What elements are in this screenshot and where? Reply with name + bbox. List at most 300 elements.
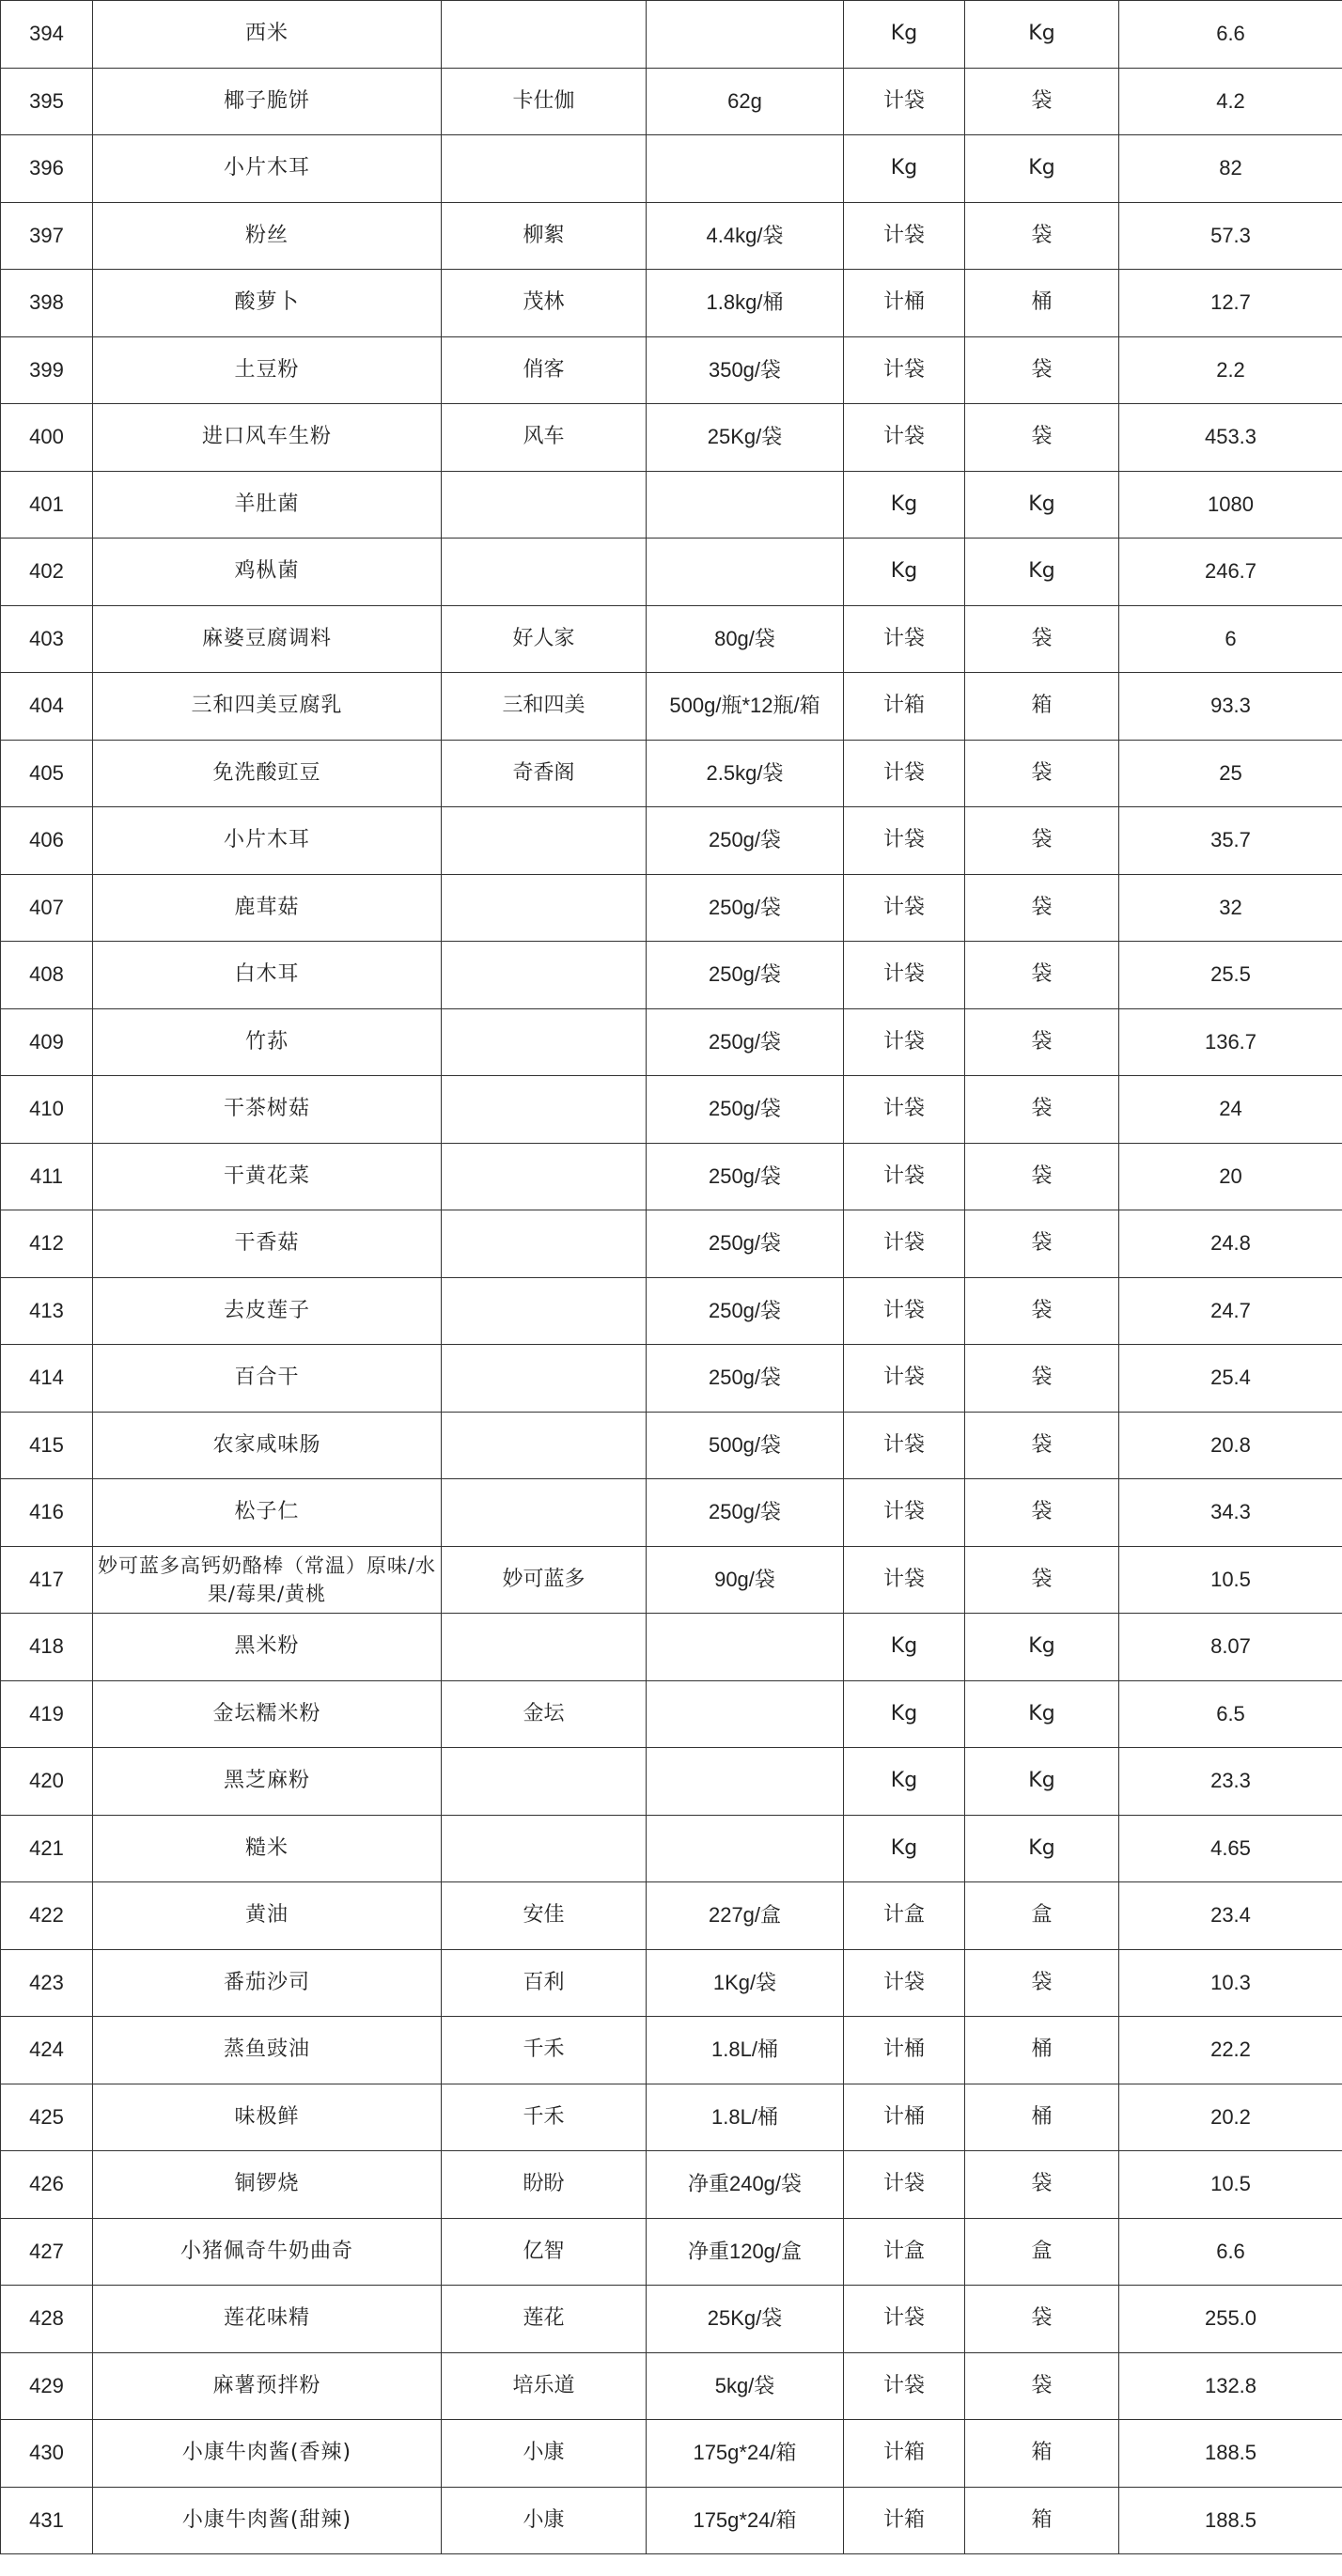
cell-price: 22.2 bbox=[1119, 2017, 1342, 2084]
cell-index: 412 bbox=[1, 1210, 93, 1278]
cell-brand: 好人家 bbox=[442, 605, 647, 673]
cell-price: 2.2 bbox=[1119, 336, 1342, 404]
cell-unit: 计袋 bbox=[844, 2286, 965, 2353]
cell-spec: 25Kg/袋 bbox=[647, 404, 844, 472]
cell-price: 25.5 bbox=[1119, 942, 1342, 1009]
cell-price: 20.2 bbox=[1119, 2084, 1342, 2151]
table-row bbox=[1, 2151, 1342, 2219]
cell-product-name: 小康牛肉酱(香辣) bbox=[93, 2420, 442, 2488]
cell-brand bbox=[442, 135, 647, 203]
cell-index: 394 bbox=[1, 1, 93, 69]
cell-spec: 1.8L/桶 bbox=[647, 2017, 844, 2084]
cell-product-name: 铜锣烧 bbox=[93, 2151, 442, 2219]
table-row bbox=[1, 1143, 1342, 1210]
cell-index: 431 bbox=[1, 2487, 93, 2554]
cell-spec: 350g/袋 bbox=[647, 336, 844, 404]
cell-index: 409 bbox=[1, 1008, 93, 1076]
cell-brand: 妙可蓝多 bbox=[442, 1546, 647, 1614]
table-row bbox=[1, 1882, 1342, 1950]
cell-price: 24 bbox=[1119, 1076, 1342, 1144]
cell-unit: 计袋 bbox=[844, 874, 965, 942]
table-row bbox=[1, 2420, 1342, 2488]
cell-product-name: 羊肚菌 bbox=[93, 471, 442, 539]
cell-index: 397 bbox=[1, 202, 93, 270]
cell-price: 25 bbox=[1119, 740, 1342, 807]
cell-product-name: 白木耳 bbox=[93, 942, 442, 1009]
cell-unit: 计袋 bbox=[844, 807, 965, 875]
cell-unit: 计袋 bbox=[844, 404, 965, 472]
cell-price: 20 bbox=[1119, 1143, 1342, 1210]
cell-product-name: 椰子脆饼 bbox=[93, 68, 442, 135]
cell-package: 袋 bbox=[965, 2286, 1119, 2353]
cell-spec: 250g/袋 bbox=[647, 1345, 844, 1413]
cell-unit: Kg bbox=[844, 1680, 965, 1748]
cell-product-name: 鸡枞菌 bbox=[93, 539, 442, 606]
cell-index: 404 bbox=[1, 673, 93, 741]
cell-product-name: 百合干 bbox=[93, 1345, 442, 1413]
cell-spec: 净重120g/盒 bbox=[647, 2218, 844, 2286]
cell-unit: 计桶 bbox=[844, 2017, 965, 2084]
cell-index: 403 bbox=[1, 605, 93, 673]
cell-package: 袋 bbox=[965, 1143, 1119, 1210]
cell-index: 395 bbox=[1, 68, 93, 135]
cell-spec: 250g/袋 bbox=[647, 1277, 844, 1345]
cell-package: 桶 bbox=[965, 270, 1119, 337]
cell-product-name: 三和四美豆腐乳 bbox=[93, 673, 442, 741]
cell-package: 箱 bbox=[965, 2420, 1119, 2488]
cell-product-name: 糙米 bbox=[93, 1815, 442, 1882]
cell-brand bbox=[442, 1748, 647, 1816]
table-row bbox=[1, 1614, 1342, 1681]
cell-index: 421 bbox=[1, 1815, 93, 1882]
cell-brand bbox=[442, 1, 647, 69]
cell-unit: 计盒 bbox=[844, 2218, 965, 2286]
cell-brand bbox=[442, 539, 647, 606]
cell-product-name: 小片木耳 bbox=[93, 807, 442, 875]
cell-package: 袋 bbox=[965, 404, 1119, 472]
cell-price: 24.8 bbox=[1119, 1210, 1342, 1278]
cell-brand: 百利 bbox=[442, 1949, 647, 2017]
cell-unit: 计桶 bbox=[844, 2084, 965, 2151]
table-row bbox=[1, 336, 1342, 404]
cell-spec bbox=[647, 1680, 844, 1748]
cell-brand: 千禾 bbox=[442, 2084, 647, 2151]
cell-spec: 250g/袋 bbox=[647, 1479, 844, 1547]
cell-index: 425 bbox=[1, 2084, 93, 2151]
table-row bbox=[1, 605, 1342, 673]
table-row bbox=[1, 740, 1342, 807]
cell-price: 6 bbox=[1119, 605, 1342, 673]
cell-price: 10.5 bbox=[1119, 1546, 1342, 1614]
cell-index: 415 bbox=[1, 1412, 93, 1479]
table-row bbox=[1, 135, 1342, 203]
cell-unit: 计袋 bbox=[844, 1008, 965, 1076]
cell-brand bbox=[442, 1412, 647, 1479]
table-row bbox=[1, 270, 1342, 337]
cell-index: 410 bbox=[1, 1076, 93, 1144]
cell-spec bbox=[647, 1748, 844, 1816]
cell-index: 427 bbox=[1, 2218, 93, 2286]
cell-index: 411 bbox=[1, 1143, 93, 1210]
cell-package: 箱 bbox=[965, 2487, 1119, 2554]
cell-spec bbox=[647, 539, 844, 606]
cell-product-name: 麻婆豆腐调料 bbox=[93, 605, 442, 673]
cell-package: 袋 bbox=[965, 740, 1119, 807]
cell-package: 袋 bbox=[965, 1277, 1119, 1345]
cell-spec: 250g/袋 bbox=[647, 942, 844, 1009]
cell-package: 桶 bbox=[965, 2017, 1119, 2084]
cell-index: 430 bbox=[1, 2420, 93, 2488]
table-row bbox=[1, 1815, 1342, 1882]
cell-price: 93.3 bbox=[1119, 673, 1342, 741]
cell-product-name: 农家咸味肠 bbox=[93, 1412, 442, 1479]
cell-brand: 安佳 bbox=[442, 1882, 647, 1950]
table-row bbox=[1, 2286, 1342, 2353]
cell-brand: 卡仕伽 bbox=[442, 68, 647, 135]
table-row bbox=[1, 1210, 1342, 1278]
table-row bbox=[1, 2084, 1342, 2151]
cell-brand: 莲花 bbox=[442, 2286, 647, 2353]
cell-brand bbox=[442, 1815, 647, 1882]
cell-brand bbox=[442, 874, 647, 942]
cell-brand bbox=[442, 1008, 647, 1076]
table-row bbox=[1, 1008, 1342, 1076]
cell-product-name: 黑芝麻粉 bbox=[93, 1748, 442, 1816]
cell-package: Kg bbox=[965, 1748, 1119, 1816]
cell-spec: 62g bbox=[647, 68, 844, 135]
cell-unit: 计箱 bbox=[844, 673, 965, 741]
cell-unit: 计袋 bbox=[844, 942, 965, 1009]
cell-brand bbox=[442, 1143, 647, 1210]
cell-package: 袋 bbox=[965, 336, 1119, 404]
cell-spec bbox=[647, 135, 844, 203]
cell-package: 袋 bbox=[965, 202, 1119, 270]
cell-brand bbox=[442, 942, 647, 1009]
table-row bbox=[1, 1479, 1342, 1547]
cell-package: 袋 bbox=[965, 807, 1119, 875]
cell-index: 406 bbox=[1, 807, 93, 875]
cell-product-name: 粉丝 bbox=[93, 202, 442, 270]
cell-price: 188.5 bbox=[1119, 2487, 1342, 2554]
cell-index: 399 bbox=[1, 336, 93, 404]
cell-package: 袋 bbox=[965, 605, 1119, 673]
table-row bbox=[1, 1, 1342, 69]
cell-package: 箱 bbox=[965, 673, 1119, 741]
cell-product-name: 味极鲜 bbox=[93, 2084, 442, 2151]
cell-unit: Kg bbox=[844, 1748, 965, 1816]
cell-unit: 计袋 bbox=[844, 1345, 965, 1413]
cell-spec: 227g/盒 bbox=[647, 1882, 844, 1950]
cell-product-name: 干茶树菇 bbox=[93, 1076, 442, 1144]
cell-price: 136.7 bbox=[1119, 1008, 1342, 1076]
cell-price: 10.5 bbox=[1119, 2151, 1342, 2219]
cell-index: 401 bbox=[1, 471, 93, 539]
cell-brand: 柳絮 bbox=[442, 202, 647, 270]
cell-spec: 5kg/袋 bbox=[647, 2352, 844, 2420]
table-row bbox=[1, 68, 1342, 135]
cell-brand: 千禾 bbox=[442, 2017, 647, 2084]
cell-index: 400 bbox=[1, 404, 93, 472]
table-row bbox=[1, 471, 1342, 539]
cell-index: 396 bbox=[1, 135, 93, 203]
cell-index: 426 bbox=[1, 2151, 93, 2219]
cell-spec: 250g/袋 bbox=[647, 807, 844, 875]
cell-package: 袋 bbox=[965, 68, 1119, 135]
cell-product-name: 西米 bbox=[93, 1, 442, 69]
cell-price: 6.6 bbox=[1119, 2218, 1342, 2286]
cell-product-name: 免洗酸豇豆 bbox=[93, 740, 442, 807]
cell-package: 盒 bbox=[965, 2218, 1119, 2286]
cell-price: 132.8 bbox=[1119, 2352, 1342, 2420]
table-row bbox=[1, 2218, 1342, 2286]
cell-package: Kg bbox=[965, 1680, 1119, 1748]
cell-index: 422 bbox=[1, 1882, 93, 1950]
cell-brand: 亿智 bbox=[442, 2218, 647, 2286]
cell-price: 35.7 bbox=[1119, 807, 1342, 875]
cell-brand bbox=[442, 1345, 647, 1413]
cell-unit: 计袋 bbox=[844, 740, 965, 807]
cell-package: 袋 bbox=[965, 1345, 1119, 1413]
cell-product-name: 鹿茸菇 bbox=[93, 874, 442, 942]
cell-spec: 净重240g/袋 bbox=[647, 2151, 844, 2219]
cell-unit: Kg bbox=[844, 135, 965, 203]
cell-brand: 培乐道 bbox=[442, 2352, 647, 2420]
cell-package: Kg bbox=[965, 135, 1119, 203]
cell-package: Kg bbox=[965, 1, 1119, 69]
cell-price: 4.65 bbox=[1119, 1815, 1342, 1882]
cell-unit: 计袋 bbox=[844, 1143, 965, 1210]
cell-brand bbox=[442, 1210, 647, 1278]
table-row bbox=[1, 673, 1342, 741]
cell-spec bbox=[647, 1, 844, 69]
cell-index: 402 bbox=[1, 539, 93, 606]
cell-brand: 小康 bbox=[442, 2487, 647, 2554]
cell-package: 袋 bbox=[965, 2151, 1119, 2219]
cell-package: 袋 bbox=[965, 1949, 1119, 2017]
cell-product-name: 去皮莲子 bbox=[93, 1277, 442, 1345]
cell-price: 453.3 bbox=[1119, 404, 1342, 472]
cell-brand: 俏客 bbox=[442, 336, 647, 404]
cell-product-name: 酸萝卜 bbox=[93, 270, 442, 337]
cell-package: 袋 bbox=[965, 1076, 1119, 1144]
cell-brand bbox=[442, 1277, 647, 1345]
table-row bbox=[1, 2352, 1342, 2420]
cell-spec: 1Kg/袋 bbox=[647, 1949, 844, 2017]
cell-price: 6.5 bbox=[1119, 1680, 1342, 1748]
cell-index: 420 bbox=[1, 1748, 93, 1816]
cell-price: 24.7 bbox=[1119, 1277, 1342, 1345]
cell-unit: 计袋 bbox=[844, 1479, 965, 1547]
table-row bbox=[1, 2017, 1342, 2084]
cell-index: 424 bbox=[1, 2017, 93, 2084]
cell-package: 袋 bbox=[965, 1479, 1119, 1547]
table-row bbox=[1, 1949, 1342, 2017]
cell-product-name: 黄油 bbox=[93, 1882, 442, 1950]
cell-price: 57.3 bbox=[1119, 202, 1342, 270]
table-row bbox=[1, 1546, 1342, 1614]
cell-spec: 90g/袋 bbox=[647, 1546, 844, 1614]
cell-index: 413 bbox=[1, 1277, 93, 1345]
cell-package: Kg bbox=[965, 1614, 1119, 1681]
cell-price: 32 bbox=[1119, 874, 1342, 942]
cell-unit: 计袋 bbox=[844, 202, 965, 270]
table-row bbox=[1, 2487, 1342, 2554]
cell-package: 袋 bbox=[965, 1210, 1119, 1278]
cell-product-name: 小片木耳 bbox=[93, 135, 442, 203]
cell-brand bbox=[442, 471, 647, 539]
cell-unit: 计袋 bbox=[844, 1412, 965, 1479]
cell-product-name: 莲花味精 bbox=[93, 2286, 442, 2353]
cell-spec bbox=[647, 471, 844, 539]
cell-price: 8.07 bbox=[1119, 1614, 1342, 1681]
cell-package: 袋 bbox=[965, 1412, 1119, 1479]
cell-spec: 250g/袋 bbox=[647, 1143, 844, 1210]
table-row bbox=[1, 807, 1342, 875]
cell-spec: 250g/袋 bbox=[647, 874, 844, 942]
cell-index: 417 bbox=[1, 1546, 93, 1614]
cell-unit: Kg bbox=[844, 1, 965, 69]
cell-spec: 250g/袋 bbox=[647, 1008, 844, 1076]
cell-spec: 175g*24/箱 bbox=[647, 2487, 844, 2554]
cell-unit: Kg bbox=[844, 539, 965, 606]
table-row bbox=[1, 1748, 1342, 1816]
cell-unit: 计箱 bbox=[844, 2487, 965, 2554]
cell-price: 10.3 bbox=[1119, 1949, 1342, 2017]
cell-spec: 80g/袋 bbox=[647, 605, 844, 673]
cell-brand: 奇香阁 bbox=[442, 740, 647, 807]
cell-brand bbox=[442, 807, 647, 875]
cell-product-name: 蒸鱼豉油 bbox=[93, 2017, 442, 2084]
cell-price: 23.4 bbox=[1119, 1882, 1342, 1950]
cell-price: 23.3 bbox=[1119, 1748, 1342, 1816]
cell-price: 4.2 bbox=[1119, 68, 1342, 135]
cell-unit: 计袋 bbox=[844, 1949, 965, 2017]
cell-price: 1080 bbox=[1119, 471, 1342, 539]
cell-index: 428 bbox=[1, 2286, 93, 2353]
cell-index: 398 bbox=[1, 270, 93, 337]
cell-brand: 金坛 bbox=[442, 1680, 647, 1748]
cell-product-name: 干香菇 bbox=[93, 1210, 442, 1278]
cell-product-name: 妙可蓝多高钙奶酪棒（常温）原味/水果/莓果/黄桃 bbox=[93, 1546, 442, 1614]
cell-price: 12.7 bbox=[1119, 270, 1342, 337]
cell-unit: 计桶 bbox=[844, 270, 965, 337]
cell-spec: 500g/瓶*12瓶/箱 bbox=[647, 673, 844, 741]
cell-unit: Kg bbox=[844, 1815, 965, 1882]
cell-package: 袋 bbox=[965, 874, 1119, 942]
cell-product-name: 金坛糯米粉 bbox=[93, 1680, 442, 1748]
cell-price: 20.8 bbox=[1119, 1412, 1342, 1479]
cell-price: 82 bbox=[1119, 135, 1342, 203]
cell-price: 188.5 bbox=[1119, 2420, 1342, 2488]
cell-product-name: 番茄沙司 bbox=[93, 1949, 442, 2017]
cell-brand bbox=[442, 1076, 647, 1144]
table-row bbox=[1, 942, 1342, 1009]
cell-index: 418 bbox=[1, 1614, 93, 1681]
table-row bbox=[1, 874, 1342, 942]
cell-unit: 计袋 bbox=[844, 1277, 965, 1345]
cell-product-name: 小康牛肉酱(甜辣) bbox=[93, 2487, 442, 2554]
table-row bbox=[1, 1680, 1342, 1748]
cell-unit: 计袋 bbox=[844, 2151, 965, 2219]
cell-brand: 三和四美 bbox=[442, 673, 647, 741]
cell-price: 25.4 bbox=[1119, 1345, 1342, 1413]
cell-package: Kg bbox=[965, 471, 1119, 539]
cell-package: Kg bbox=[965, 1815, 1119, 1882]
cell-package: 袋 bbox=[965, 1008, 1119, 1076]
cell-unit: 计盒 bbox=[844, 1882, 965, 1950]
cell-index: 423 bbox=[1, 1949, 93, 2017]
table-body bbox=[1, 1, 1342, 2554]
cell-unit: 计袋 bbox=[844, 1076, 965, 1144]
cell-product-name: 麻薯预拌粉 bbox=[93, 2352, 442, 2420]
table-row bbox=[1, 404, 1342, 472]
cell-product-name: 干黄花菜 bbox=[93, 1143, 442, 1210]
cell-unit: 计袋 bbox=[844, 68, 965, 135]
cell-spec bbox=[647, 1815, 844, 1882]
cell-index: 416 bbox=[1, 1479, 93, 1547]
cell-brand: 风车 bbox=[442, 404, 647, 472]
cell-spec: 175g*24/箱 bbox=[647, 2420, 844, 2488]
cell-spec: 250g/袋 bbox=[647, 1076, 844, 1144]
cell-product-name: 土豆粉 bbox=[93, 336, 442, 404]
cell-price: 34.3 bbox=[1119, 1479, 1342, 1547]
table-row bbox=[1, 1277, 1342, 1345]
cell-index: 419 bbox=[1, 1680, 93, 1748]
cell-package: 袋 bbox=[965, 2352, 1119, 2420]
cell-spec: 1.8L/桶 bbox=[647, 2084, 844, 2151]
cell-brand: 小康 bbox=[442, 2420, 647, 2488]
cell-package: 袋 bbox=[965, 942, 1119, 1009]
cell-price: 255.0 bbox=[1119, 2286, 1342, 2353]
cell-index: 405 bbox=[1, 740, 93, 807]
table-row bbox=[1, 539, 1342, 606]
cell-unit: Kg bbox=[844, 1614, 965, 1681]
cell-spec: 25Kg/袋 bbox=[647, 2286, 844, 2353]
cell-product-name: 进口风车生粉 bbox=[93, 404, 442, 472]
cell-brand: 盼盼 bbox=[442, 2151, 647, 2219]
cell-package: 盒 bbox=[965, 1882, 1119, 1950]
cell-package: Kg bbox=[965, 539, 1119, 606]
cell-product-name: 黑米粉 bbox=[93, 1614, 442, 1681]
cell-unit: 计袋 bbox=[844, 1210, 965, 1278]
cell-price: 6.6 bbox=[1119, 1, 1342, 69]
cell-spec: 2.5kg/袋 bbox=[647, 740, 844, 807]
cell-package: 桶 bbox=[965, 2084, 1119, 2151]
cell-unit: 计袋 bbox=[844, 1546, 965, 1614]
cell-index: 429 bbox=[1, 2352, 93, 2420]
cell-unit: 计袋 bbox=[844, 605, 965, 673]
table-row bbox=[1, 202, 1342, 270]
table-row bbox=[1, 1412, 1342, 1479]
cell-brand: 茂林 bbox=[442, 270, 647, 337]
cell-unit: Kg bbox=[844, 471, 965, 539]
table-row bbox=[1, 1345, 1342, 1413]
cell-product-name: 松子仁 bbox=[93, 1479, 442, 1547]
cell-spec: 1.8kg/桶 bbox=[647, 270, 844, 337]
cell-spec: 250g/袋 bbox=[647, 1210, 844, 1278]
cell-price: 246.7 bbox=[1119, 539, 1342, 606]
table-row bbox=[1, 1076, 1342, 1144]
cell-product-name: 竹荪 bbox=[93, 1008, 442, 1076]
cell-spec: 4.4kg/袋 bbox=[647, 202, 844, 270]
cell-index: 408 bbox=[1, 942, 93, 1009]
cell-unit: 计箱 bbox=[844, 2420, 965, 2488]
cell-index: 407 bbox=[1, 874, 93, 942]
cell-product-name: 小猪佩奇牛奶曲奇 bbox=[93, 2218, 442, 2286]
cell-brand bbox=[442, 1614, 647, 1681]
cell-unit: 计袋 bbox=[844, 2352, 965, 2420]
cell-unit: 计袋 bbox=[844, 336, 965, 404]
